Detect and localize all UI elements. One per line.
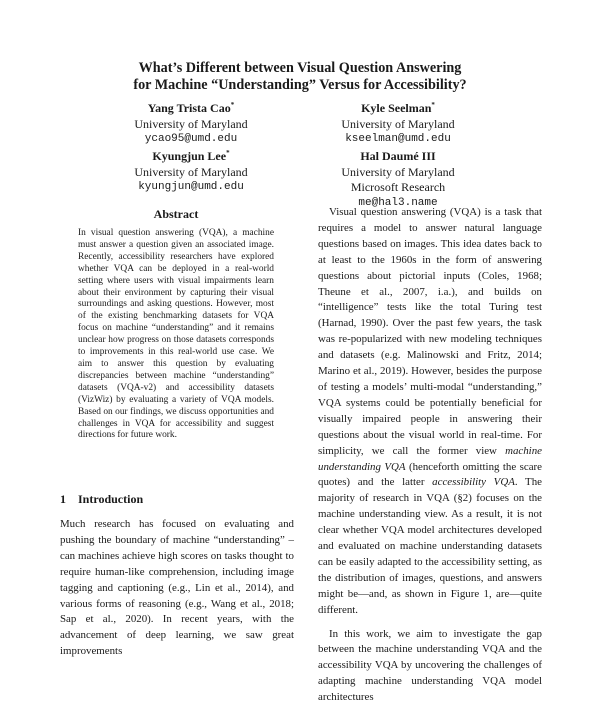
right-column-clip [318,205,544,704]
author-affiliation: University of Maryland [341,164,455,179]
author-name: Yang Trista Cao* [147,101,235,115]
author-affiliation: University of Maryland [134,164,248,179]
section-title: Introduction [78,492,144,506]
left-column-clip [60,517,296,658]
term-emphasis: machine understanding VQA [318,444,542,473]
author-email: ycao95@umd.edu [144,133,238,145]
right-column [318,205,542,706]
abstract-body: In visual question answering (VQA), a machine must answer a question given an associated image. Recently, accessibility researchers have explored whether VQA can be deployed in a real-world setting where users with visual impairments learn about their environment by capturing their visual surroundings and asking questions. However, most of the existing benchmarking datasets for VQA focus on machine “understanding” and it remains unclear how progress on those datasets corresponds to improvements in this real-world use case. We aim to answer this question by evaluating discrepancies between machine “understanding” datasets (VQA-v2) and accessibility datasets (VizWiz) by evaluating a variety of VQA models. Based on our findings, we discuss opportunities and challenges in VQA for accessibility and suggest directions for future work. [78,228,274,441]
author-email: kseelman@umd.edu [345,133,451,145]
author-affiliation: University of Maryland [341,116,455,131]
term-emphasis: accessibility VQA [432,476,515,489]
intro-paragraph: Visual question answering (VQA) is a task that requires a model to answer natural language questions based on images. This idea dates back to at least to the 1960s in the form of answering questions about pictorial inputs (Coles, 1968; Theune et al., 2007, i.a.), and builds on “intelligence” tests like the total Turing test (Harnad, 1990). Over the past few years, the task was re-popularized with new modeling techniques and datasets (e.g. Malinowski and Fritz, 2014; Marino et al., 2019). However, besides the purpose of testing a models’ multi-modal “understanding,” VQA systems could be potentially beneficial for visually impaired people in answering their questions about the visual world in real-time. For simplicity, we call the former view machine understanding VQA (henceforth omitting the scare quotes) and the latter accessibility VQA. The majority of research in VQA (§2) focuses on the machine understanding view. As a result, it is not clear whether VQA model architectures developed and evaluated on machine understanding datasets can be easily adapted to the accessibility setting, as the distribution of images, questions, and answers might be—and, as shown in Figure 1, are—quite different. [318,206,542,616]
author-block [96,101,286,148]
author-name: Kyle Seelman* [361,101,435,115]
author-block [303,149,493,211]
author-email: me@hal3.name [358,196,438,209]
section-number: 1 [60,492,66,506]
author-email: kyungjun@umd.edu [138,181,244,193]
author-name: Hal Daumé III [360,149,436,163]
intro-left-text: Much research has focused on evaluating and pushing the boundary of machine “understanding” – can machines achieve high scores on tasks thought to require human-like comprehension, including image tagging and captioning (e.g., Lin et al., 2014), and various forms of reasoning (e.g., Wang et al., 2018; Sap et al., 2020). In recent years, with the advancement of deep learning, we saw great improvements [60,518,294,658]
author-block [303,101,493,148]
title-line-2: for Machine “Understanding” Versus for Accessibility? [133,77,467,93]
intro-paragraph: In this work, we aim to investigate the gap between the machine understanding VQA and the accessibility VQA by uncovering the challenges of adapting machine understanding VQA model architectures [318,627,542,704]
section-heading [60,492,300,507]
author-block [96,149,286,196]
paper-title [60,60,540,94]
abstract-heading: Abstract [153,207,199,221]
author-name: Kyungjun Lee* [152,149,230,163]
title-line-1: What’s Different between Visual Question Answering [138,60,462,76]
author-affiliation-2: Microsoft Research [350,180,446,194]
author-affiliation: University of Maryland [134,116,248,131]
